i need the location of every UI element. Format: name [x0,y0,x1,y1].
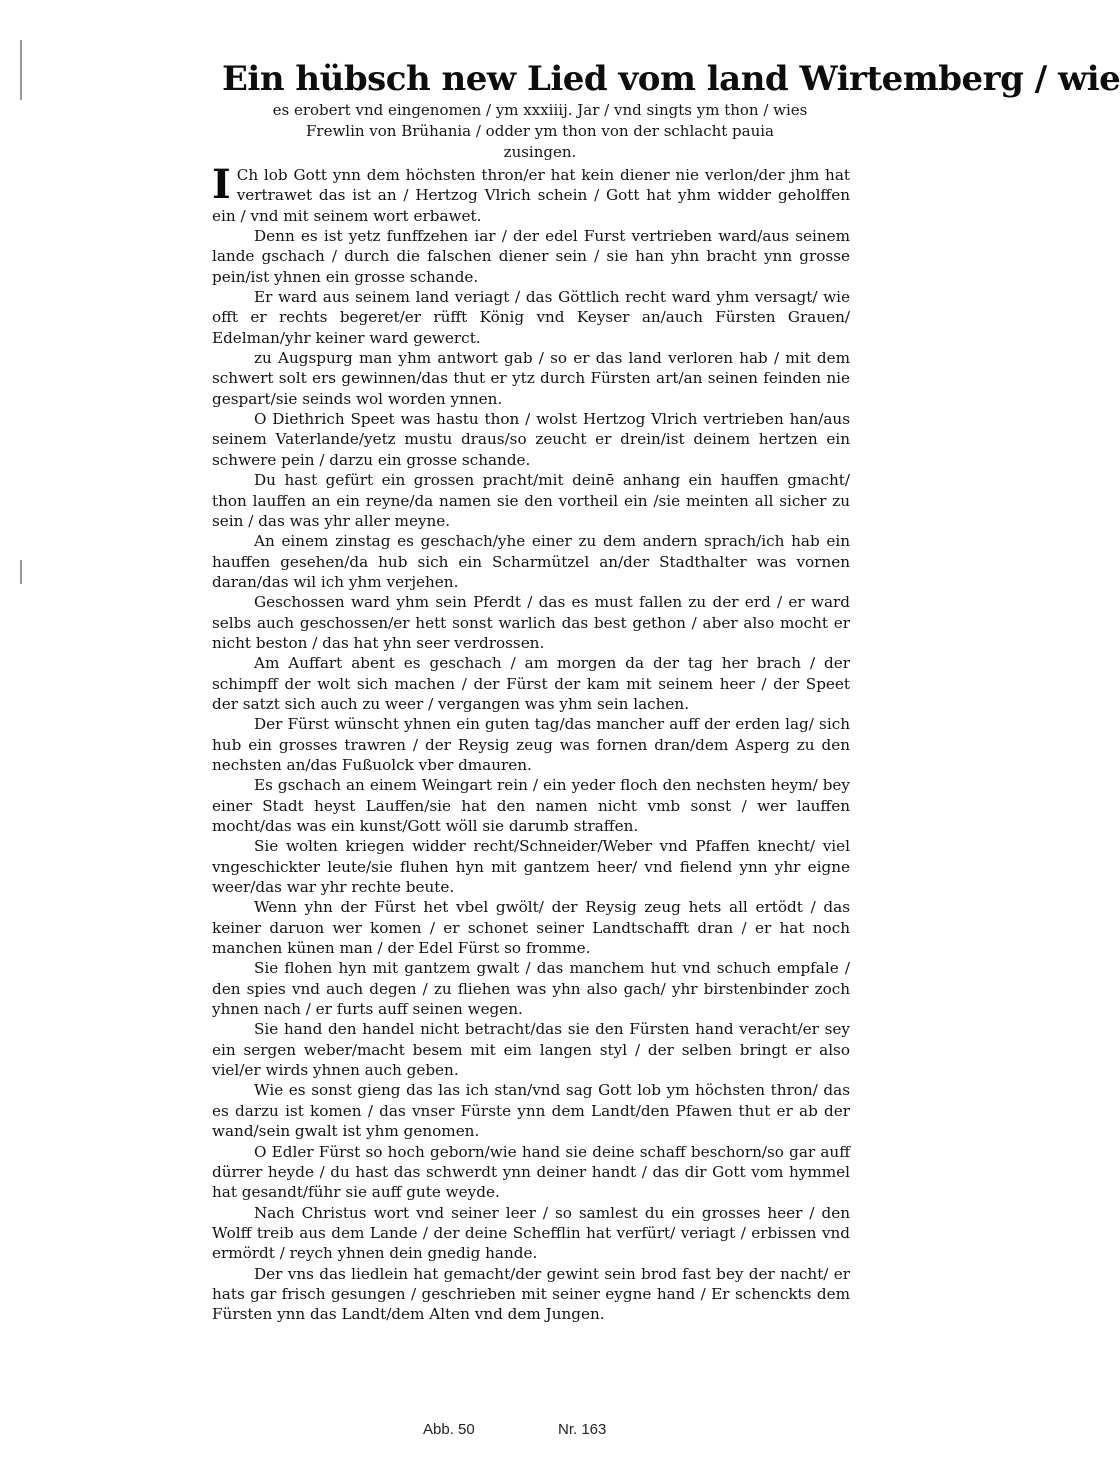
stanza: Der Fürst wünscht yhnen ein guten tag/das mancher auff der erden lag/ sich hub ein grosses trawren / der Reysig zeug was fornen dran/dem Asperg zu den nechsten an/das Fußuolck vber dmauren. [212,715,850,774]
stanza: Der vns das liedlein hat gemacht/der gewint sein brod fast bey der nacht/ er hats gar frisch gesungen / geschrieben mit seiner eygne hand / Er schenckts dem Fürsten ynn das Landt/dem Alten vnd dem Jungen. [212,1264,850,1324]
drop-capital: I [212,161,231,208]
stanza: zu Augspurg man yhm antwort gab / so er das land verloren hab / mit dem schwert solt ers gewinnen/das thut er ytz durch Fürsten art/an seinen feinden nie gespart/sie seinds wol worden ynnen. [212,349,850,408]
stanza: Geschossen ward yhm sein Pferdt / das es must fallen zu der erd / er ward selbs auch geschossen/er hett sonst warlich das best gethon / aber also mocht er nicht beston / das hat yhn seer verdrossen. [212,593,850,652]
stanza: O Edler Fürst so hoch geborn/wie hand sie deine schaff beschorn/so gar auff dürrer heyde / du hast das schwerdt ynn deiner handt / das dir Gott vom hymmel hat gesandt/führ sie auff gute weyde. [212,1142,850,1202]
stanza: Wie es sonst gieng das las ich stan/vnd sag Gott lob ym höchsten thron/ das es darzu ist komen / das vnser Fürste ynn dem Landt/den Pfawen thut er ab der wand/sein gwalt ist yhm genomen. [212,1081,850,1141]
stanza: Sie hand den handel nicht betracht/das sie den Fürsten hand veracht/er sey ein sergen weber/macht besem mit eim langen styl / der selben bringt er also viel/er wirds yhnen auch geben. [212,1020,850,1080]
song-text [212,161,850,1325]
stanza: Es gschach an einem Weingart rein / ein yeder floch den nechsten heym/ bey einer Stadt heyst Lauffen/sie hat den namen nicht vmb sonst / wer lauffen mocht/das was ein kunst/Gott wöll sie darumb straffen. [212,776,850,835]
stanza [212,161,850,226]
scan-margin-mark [20,560,22,584]
stanza: An einem zinstag es geschach/yhe einer zu dem andern sprach/ich hab ein hauffen gesehen/da hub sich ein Scharmützel an/der Stadthalter was vornen daran/das wil ich yhm verjehen. [212,532,850,591]
page-title: Ein hübsch new Lied vom land Wirtemberg / wie [222,59,1120,99]
stanza: Am Auffart abent es geschach / am morgen da der tag her brach / der schimpff der wolt sich machen / der Fürst der kam mit seinem heer / der Speet der satzt sich auch zu weer / vergangen was yhm sein lachen. [212,654,850,713]
stanza: Sie flohen hyn mit gantzem gwalt / das manchem hut vnd schuch empfale / den spies vnd auch degen / zu fliehen was yhn also gach/ yhr birstenbinder zoch yhnen nach / er furts auff seinen wegen. [212,959,850,1019]
subtitle-line: Frewlin von Brühania / odder ym thon von der schlacht pauia [305,122,775,140]
stanza: Er ward aus seinem land veriagt / das Göttlich recht ward yhm versagt/ wie offt er rechts begeret/er rüfft König vnd Keyser an/auch Fürsten Grauen/ Edelman/yhr keiner ward gewerct. [212,288,850,347]
number-label: Nr. 163 [558,1421,607,1438]
stanza: Sie wolten kriegen widder recht/Schneider/Weber vnd Pfaffen knecht/ viel vngeschickter leute/sie fluhen hyn mit gantzem heer/ vnd fielend ynn yhr eigne weer/das war yhr rechte beute. [212,837,850,897]
stanza-text: Ch lob Gott ynn dem höchsten thron/er hat kein diener nie verlon/der jhm hat vertrawet das ist an / Hertzog Vlrich schein / Gott hat yhm widder geholffen ein / vnd mit seinem wort erbawet. [212,166,850,225]
stanza: Nach Christus wort vnd seiner leer / so samlest du ein grosses heer / den Wolff treib aus dem Lande / der deine Schefflin hat verfürt/ veriagt / erbissen vnd ermördt / reych yhnen dein gnedig hande. [212,1203,850,1263]
figure-label: Abb. 50 [423,1421,475,1438]
stanza: Denn es ist yetz funffzehen iar / der edel Furst vertrieben ward/aus seinem lande gschach / durch die falschen diener sein / sie han yhn bracht ynn grosse pein/ist yhnen ein grosse schande. [212,227,850,286]
stanza: O Diethrich Speet was hastu thon / wolst Hertzog Vlrich vertrieben han/aus seinem Vaterlande/yetz mustu draus/so zeucht er drein/ist deinem hertzen ein schwere pein / darzu ein grosse schande. [212,410,850,469]
subtitle [230,100,850,163]
scan-margin-mark [20,40,22,100]
subtitle-line: es erobert vnd eingenomen / ym xxxiiij. Jar / vnd singts ym thon / wies [272,101,808,119]
stanza: Du hast gefürt ein grossen pracht/mit deinē anhang ein hauffen gmacht/ thon lauffen an ein reyne/da namen sie den vortheil ein /sie meinten all sicher zu sein / das was yhr aller meyne. [212,471,850,530]
stanza: Wenn yhn der Fürst het vbel gwölt/ der Reysig zeug hets all ertödt / das keiner daruon wer komen / er schonet seiner Landtschafft dran / er hat noch manchen künen man / der Edel Fürst so fromme. [212,898,850,958]
subtitle-line: zusingen. [503,143,577,161]
